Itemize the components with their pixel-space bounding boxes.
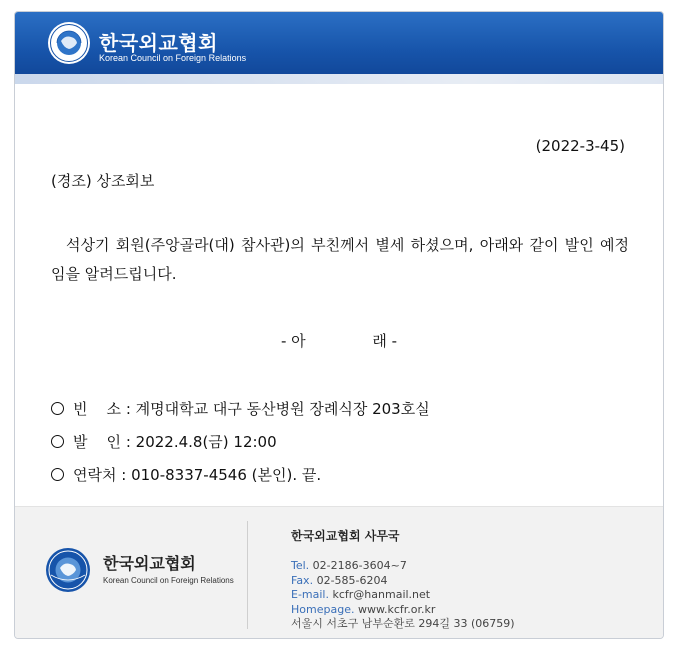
office-name: 한국외교협회 사무국 (291, 529, 400, 543)
circle-bullet-icon (51, 402, 64, 415)
detail-item-binso: 빈 소 : 계명대학교 대구 동산병원 장례식장 203호실 (51, 392, 430, 425)
header-org-name-en: Korean Council on Foreign Relations (99, 53, 247, 63)
section-title: - 아 래 - (280, 332, 398, 350)
footer (15, 506, 663, 639)
homepage-line[interactable]: Homepage. www.kcfr.or.kr (291, 602, 436, 616)
detail-label: 연락처 (73, 465, 117, 484)
header-org-name-ko: 한국외교협회 (99, 31, 218, 55)
detail-value: 010-8337-4546 (본인). 끝. (131, 465, 322, 484)
document-frame (14, 11, 664, 639)
address-line: 서울시 서초구 남부순환로 294길 33 (06759) (291, 617, 515, 630)
footer-org-name-ko: 한국외교협회 (103, 554, 196, 573)
header-banner (15, 12, 663, 84)
detail-label: 빈 소 (73, 399, 122, 418)
footer-divider (247, 521, 248, 629)
contact-info (291, 559, 515, 632)
detail-value: 2022.4.8(금) 12:00 (135, 432, 277, 451)
detail-item-balin: 발 인 : 2022.4.8(금) 12:00 (51, 425, 430, 458)
circle-bullet-icon (51, 435, 64, 448)
detail-value: 계명대학교 대구 동산병원 장례식장 203호실 (135, 399, 430, 418)
circle-bullet-icon (51, 468, 64, 481)
detail-item-contact: 연락처 : 010-8337-4546 (본인). 끝. (51, 458, 430, 491)
kcfr-emblem-icon (45, 547, 91, 593)
document-number: (2022-3-45) (535, 137, 625, 155)
detail-list (51, 392, 430, 491)
fax-line: Fax. 02-585-6204 (291, 573, 388, 587)
kcfr-emblem-icon (47, 21, 91, 65)
tel-line: Tel. 02-2186-3604~7 (291, 559, 407, 572)
document-body: 석상기 회원(주앙골라(대) 참사관)의 부친께서 별세 하셨으며, 아래와 같이 발인 예정임을 알려드립니다. (51, 236, 629, 283)
detail-label: 발 인 (73, 432, 122, 451)
document-subject: (경조) 상조회보 (51, 172, 155, 190)
footer-org-name-en: Korean Council on Foreign Relations (103, 576, 234, 585)
email-line[interactable]: E-mail. kcfr@hanmail.net (291, 588, 431, 601)
